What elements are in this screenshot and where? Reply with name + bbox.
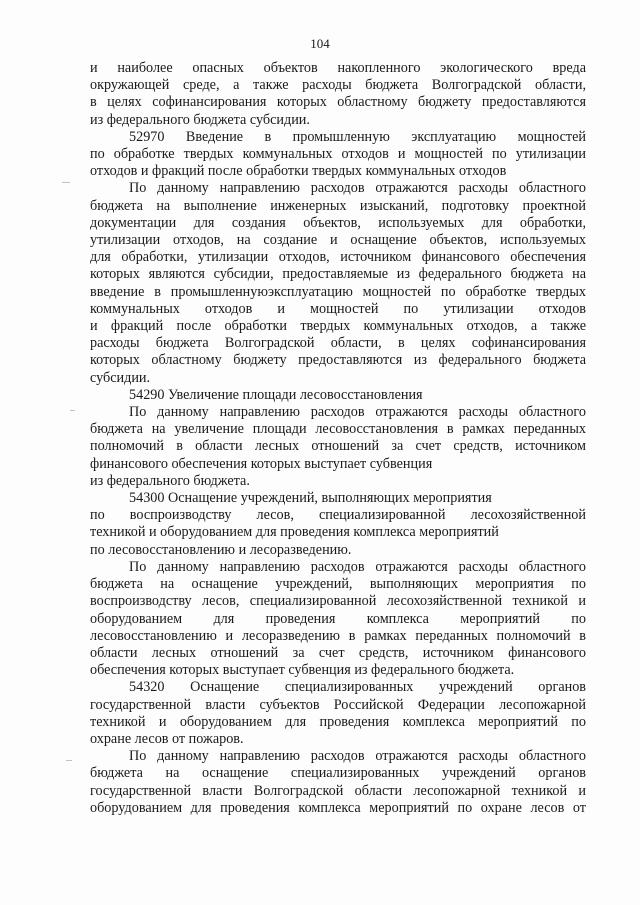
text-line: из федерального бюджета субсидии. (90, 111, 310, 128)
text-line: 54320 Оснащение специализированных учреждений органов (129, 679, 586, 696)
text-line: которых являются субсидии, предоставляемые из федерального бюджета на (90, 266, 586, 283)
text-line: 54290 Увеличение площади лесовосстановления (129, 386, 423, 403)
text-line: финансового обеспечения которых выступает субвенция (90, 455, 433, 472)
text-line: 52970 Введение в промышленную эксплуатацию мощностей (129, 128, 586, 145)
text-line: обеспечения которых выступает субвенция из федерального бюджета. (90, 662, 515, 679)
text-line: лесовосстановлению и лесоразведению в рамках переданных полномочий в (90, 627, 586, 644)
text-line: полномочий в области лесных отношений за счет средств, источником (90, 438, 586, 455)
text-line: в целях софинансирования которых областному бюджету предоставляются (90, 94, 586, 111)
text-line: введение в промышленнуюэксплуатацию мощностей по обработке твердых (90, 283, 586, 300)
text-line: По данному направлению расходов отражаются расходы областного (129, 180, 586, 197)
text-line: оборудованием для проведения комплекса мероприятий по (90, 610, 586, 627)
text-line: воспроизводству лесов, специализированной лесохозяйственной техникой и (90, 593, 586, 610)
text-line: из федерального бюджета. (90, 472, 250, 489)
text-line: бюджета на оснащение учреждений, выполняющих мероприятия по (90, 576, 586, 593)
text-line: По данному направлению расходов отражаются расходы областного (129, 558, 586, 575)
page-number: 104 (310, 36, 330, 51)
text-line: субсидии. (90, 369, 151, 386)
text-line: бюджета на выполнение инженерных изысканий, подготовку проектной (90, 197, 586, 214)
text-line: По данному направлению расходов отражаются расходы областного (129, 404, 586, 421)
text-line: по лесовосстановлению и лесоразведению. (90, 541, 352, 558)
text-line: 54300 Оснащение учреждений, выполняющих мероприятия (129, 490, 492, 507)
text-line: и наиболее опасных объектов накопленного экологического вреда (90, 60, 586, 76)
text-line: расходы бюджета Волгоградской области, в целях софинансирования (90, 335, 586, 352)
text-line: окружающей среде, а также расходы бюджета Волгоградской области, (90, 77, 586, 94)
text-line: охране лесов от пожаров. (90, 730, 244, 747)
text-line: государственной власти субъектов Российской Федерации лесопожарной (90, 696, 586, 713)
text-line: бюджета на увеличение площади лесовосстановления в рамках переданных (90, 421, 586, 438)
scan-mark (70, 410, 75, 411)
text-line: государственной власти Волгоградской области лесопожарной техникой и (90, 782, 586, 799)
text-line: и фракций после обработки твердых коммунальных отходов, а также (90, 318, 586, 335)
text-line: коммунальных отходов и мощностей по утилизации отходов (90, 300, 586, 317)
text-line: По данному направлению расходов отражаются расходы областного (129, 748, 586, 765)
document-body (90, 60, 586, 817)
text-line: области лесных отношений за счет средств, источником финансового (90, 644, 586, 661)
text-line: которых областному бюджету предоставляются из федерального бюджета (90, 352, 586, 369)
text-line: по воспроизводству лесов, специализированной лесохозяйственной (90, 507, 586, 524)
text-line: бюджета на оснащение специализированных учреждений органов (90, 765, 586, 782)
text-line: отходов и фракций после обработки твердых коммунальных отходов (90, 163, 507, 180)
text-line: документации для создания объектов, используемых для обработки, (90, 214, 586, 231)
text-line: утилизации отходов, на создание и оснащение объектов, используемых (90, 232, 586, 249)
text-line: техникой и оборудованием для проведения комплекса мероприятий по (90, 713, 586, 730)
text-line: по обработке твердых коммунальных отходов и мощностей по утилизации (90, 146, 586, 163)
text-line: техникой и оборудованием для проведения комплекса мероприятий (90, 524, 499, 541)
text-line: оборудованием для проведения комплекса мероприятий по охране лесов от (90, 799, 586, 816)
text-line: для обработки, утилизации отходов, источником финансового обеспечения (90, 249, 586, 266)
scan-mark (66, 760, 72, 761)
scan-mark (62, 182, 70, 183)
